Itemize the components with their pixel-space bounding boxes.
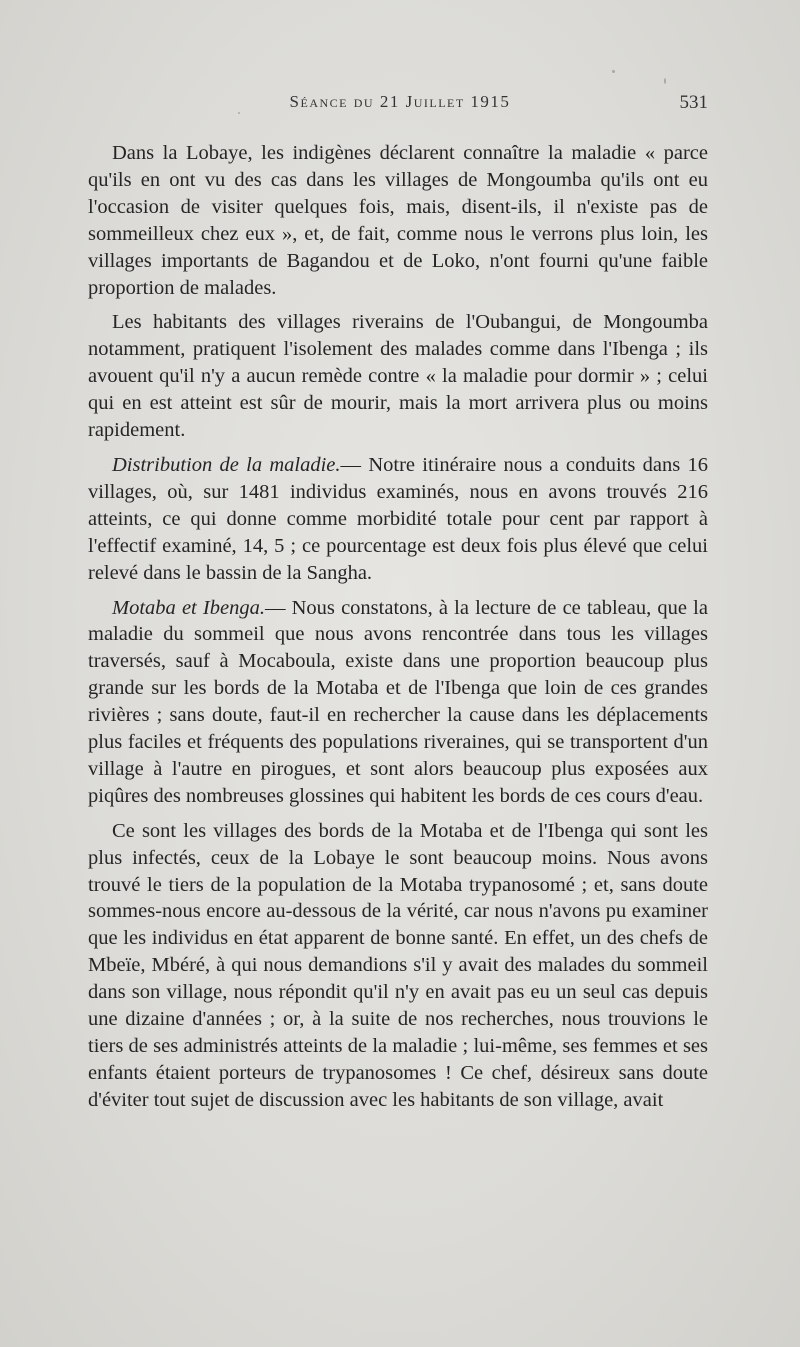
paragraph xyxy=(88,140,708,301)
paper-speck xyxy=(612,70,615,73)
section-heading: Motaba et Ibenga. xyxy=(112,596,265,619)
paragraph xyxy=(88,595,708,810)
paragraph-text: — Notre itinéraire nous a conduits dans 16 villages, où, sur 1481 individus examinés, nous en avons trouvés 216 atteints, ce qui donne comme morbidité totale pour cent par rapport à l'effectif examiné, 14, 5 ; ce pourcentage est deux fois plus élevé que celui relevé dans le bassin de la Sangha. xyxy=(88,453,709,584)
paragraph-text: Ce sont les villages des bords de la Motaba et de l'Ibenga qui sont les plus infectés, ceux de la Lobaye le sont beaucoup moins. Nous avons trouvé le tiers de la population de la Motaba trypanosomé ; et, sans doute sommes-nous encore au-dessous de la vérité, car nous n'avons pu examiner que les individus en état apparent de bonne santé. En effet, un des chefs de Mbeïe, Mbéré, à qui nous demandions s'il y avait des malades du sommeil dans son village, nous répondit qu'il n'y en avait pas eu un seul cas depuis une dizaine d'années ; or, à la suite de nos recherches, nous trouvions le tiers de ses administrés atteints de la maladie ; lui-même, ses femmes et ses enfants étaient porteurs de trypanosomes ! Ce chef, désireux sans doute d'éviter tout sujet de discussion avec les habitants de son village, avait xyxy=(88,819,708,1111)
paragraph xyxy=(88,818,708,1114)
paragraph-text: Les habitants des villages riverains de l'Oubangui, de Mongoumba notamment, pratiquent l'isolement des malades comme dans l'Ibenga ; ils avouent qu'il n'y a aucun remède contre « la maladie pour dormir » ; celui qui en est atteint est sûr de mourir, mais la mort arrivera plus ou moins rapidement. xyxy=(88,311,708,442)
body-text xyxy=(88,140,708,1122)
paper-speck xyxy=(664,78,666,84)
page-header xyxy=(0,92,800,120)
running-title: Séance du 21 Juillet 1915 xyxy=(289,92,511,111)
paragraph-text: Dans la Lobaye, les indigènes déclarent connaître la maladie « parce qu'ils en ont vu des cas dans les villages de Mongoumba qu'ils ont eu l'occasion de visiter quelques fois, mais, disent-ils, il n'existe pas de sommeilleux chez eux », et, de fait, comme nous le verrons plus loin, les villages importants de Bagandou et de Loko, n'ont fourni qu'une faible proportion de malades. xyxy=(88,142,708,299)
paragraph xyxy=(88,452,708,587)
paragraph-text: — Nous constatons, à la lecture de ce tableau, que la maladie du sommeil que nous avons rencontrée dans tous les villages traversés, sauf à Mocaboula, existe dans une proportion beaucoup plus grande sur les bords de la Motaba et de l'Ibenga que loin de ces grandes rivières ; sans doute, faut-il en rechercher la cause dans les déplacements plus faciles et fréquents des populations riveraines, qui se transportent d'un village à l'autre en pirogues, et sont alors beaucoup plus exposées aux piqûres des nombreuses glossines qui habitent les bords de ces cours d'eau. xyxy=(88,596,708,807)
page-number: 531 xyxy=(679,92,708,113)
section-heading: Distribution de la maladie. xyxy=(112,453,341,476)
paragraph xyxy=(88,309,708,444)
